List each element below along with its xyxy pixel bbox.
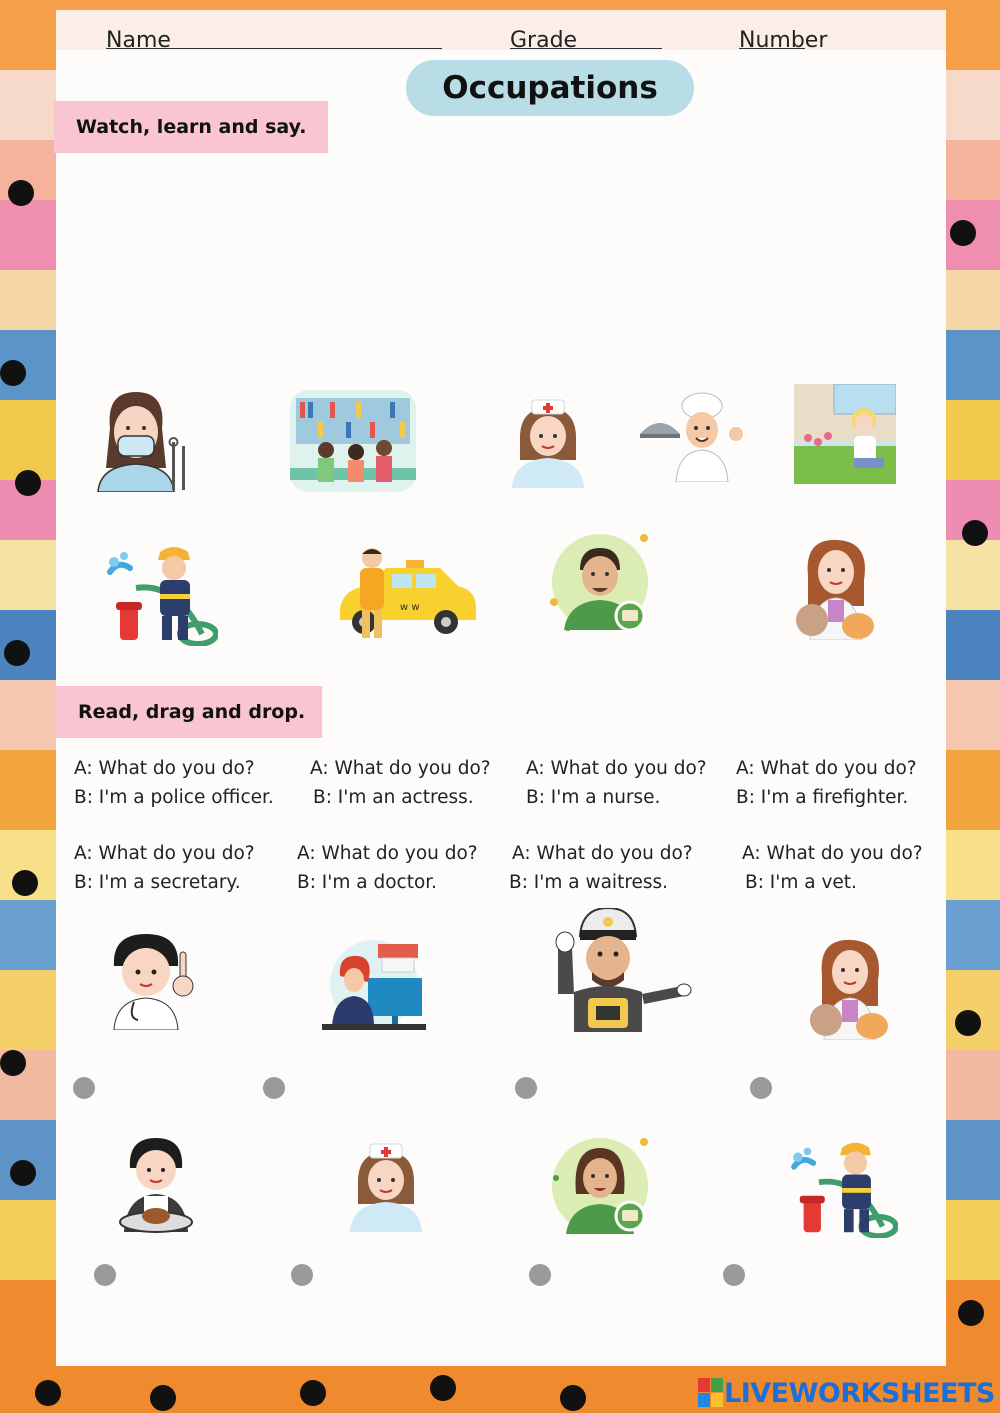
grade-label: Grade (510, 28, 578, 53)
question-text: A: What do you do? (297, 843, 478, 864)
dentist-picture (92, 388, 194, 492)
gardener-picture (794, 384, 896, 484)
question-text: A: What do you do? (736, 758, 917, 779)
dialogue-card (74, 754, 274, 812)
name-input-line[interactable] (106, 28, 442, 49)
answer-text: B: I'm a doctor. (297, 872, 438, 893)
liveworksheets-logo (698, 1376, 995, 1410)
actor-picture (546, 530, 658, 636)
answer-text: B: I'm a nurse. (526, 787, 661, 808)
question-text: A: What do you do? (512, 843, 693, 864)
drop-target[interactable] (515, 1077, 537, 1099)
dialogue-card (74, 839, 255, 897)
secretary-picture (322, 940, 426, 1032)
question-text: A: What do you do? (74, 843, 255, 864)
name-label: Name (106, 28, 171, 53)
drop-target[interactable] (94, 1264, 116, 1286)
drop-target[interactable] (291, 1264, 313, 1286)
library-picture (290, 390, 416, 492)
svg-text:w w: w w (400, 602, 420, 613)
taxi-driver-picture (334, 548, 478, 642)
answer-text: B: I'm a firefighter. (736, 787, 909, 808)
liveworksheets-wordmark: LIVEWORKSHEETS (724, 1377, 995, 1409)
nurse-picture (348, 1142, 424, 1232)
dialogue-card (526, 754, 707, 812)
drop-target[interactable] (529, 1264, 551, 1286)
dialogue-card (297, 839, 478, 897)
dialogue-card (509, 839, 693, 897)
waitress-picture (116, 1134, 194, 1234)
dialogue-card (742, 839, 923, 897)
chef-picture (640, 390, 746, 482)
vet-picture (794, 536, 880, 640)
section-read-label: Read, drag and drop. (56, 686, 322, 738)
drop-target[interactable] (73, 1077, 95, 1099)
answer-text: B: I'm a secretary. (74, 872, 241, 893)
section-watch-label: Watch, learn and say. (54, 101, 328, 153)
dialogue-card (736, 754, 917, 812)
student-info-bar (56, 10, 946, 53)
drop-target[interactable] (750, 1077, 772, 1099)
drop-target[interactable] (263, 1077, 285, 1099)
vet-picture (808, 936, 894, 1040)
question-text: A: What do you do? (74, 758, 255, 779)
firefighter-picture (790, 1138, 898, 1238)
police-officer-picture (552, 908, 692, 1032)
question-text: A: What do you do? (310, 758, 491, 779)
video-area[interactable] (90, 160, 910, 370)
answer-text: B: I'm a waitress. (509, 872, 669, 893)
answer-text: B: I'm an actress. (313, 787, 474, 808)
number-input-line[interactable] (739, 28, 805, 49)
firefighter-picture (106, 542, 218, 646)
number-label: Number (739, 28, 828, 53)
liveworksheets-badge-icon (698, 1378, 724, 1408)
actress-picture (546, 1134, 658, 1236)
grade-input-line[interactable] (510, 28, 662, 49)
question-text: A: What do you do? (526, 758, 707, 779)
dialogue-card (310, 754, 491, 812)
answer-text: B: I'm a police officer. (74, 787, 274, 808)
drop-target[interactable] (723, 1264, 745, 1286)
answer-text: B: I'm a vet. (745, 872, 857, 893)
page-title: Occupations (406, 60, 694, 116)
question-text: A: What do you do? (742, 843, 923, 864)
nurse-picture (510, 398, 586, 488)
doctor-picture (108, 930, 196, 1030)
